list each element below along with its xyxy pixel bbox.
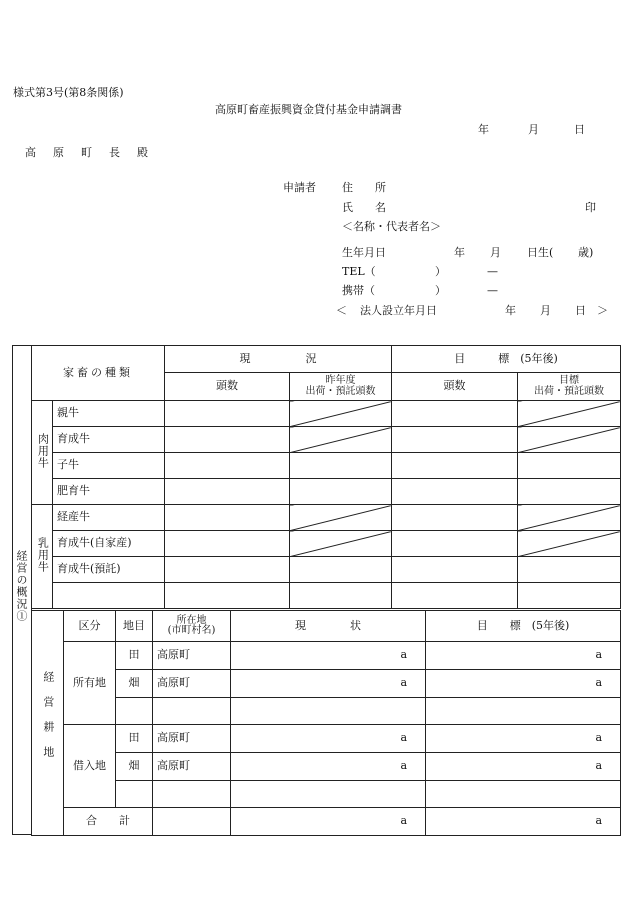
- cell[interactable]: [165, 583, 290, 609]
- address-label: 住 所: [342, 181, 386, 194]
- beef-group-label: 肉用牛: [32, 401, 53, 505]
- current-area-cell[interactable]: a: [231, 642, 426, 670]
- land-group-label: 経営耕地: [32, 611, 64, 836]
- table-row: [32, 725, 621, 753]
- table-row: [32, 531, 621, 557]
- total-target-cell[interactable]: a: [426, 808, 621, 836]
- cell[interactable]: [290, 479, 392, 505]
- cell[interactable]: [165, 453, 290, 479]
- row-label: 子牛: [53, 453, 165, 479]
- cell[interactable]: [392, 531, 518, 557]
- current-area-cell[interactable]: a: [231, 725, 426, 753]
- land-target-header: 目 標 (5年後): [426, 611, 621, 642]
- land-type-cell: 畑: [116, 670, 153, 698]
- cell[interactable]: [518, 453, 621, 479]
- cell[interactable]: [165, 401, 290, 427]
- location-header: 所在地 (市町村名): [153, 611, 231, 642]
- birth-day-age: 日生(: [527, 246, 554, 259]
- cell[interactable]: [392, 505, 518, 531]
- table-row: [32, 642, 621, 670]
- location-cell: 高原町: [153, 642, 231, 670]
- target-area-cell[interactable]: a: [426, 642, 621, 670]
- diagonal-cell: [518, 401, 621, 427]
- owned-label: 所有地: [64, 642, 116, 725]
- cell[interactable]: [231, 781, 426, 808]
- date-year: 年: [478, 123, 489, 136]
- cell[interactable]: [116, 698, 153, 725]
- mobile-label: 携帯（: [342, 284, 375, 297]
- table-row: [32, 479, 621, 505]
- row-label: [53, 583, 165, 609]
- cell[interactable]: [518, 583, 621, 609]
- table-row: [32, 453, 621, 479]
- diagonal-cell: [518, 505, 621, 531]
- diagonal-cell: [290, 531, 392, 557]
- target-shipment-header: 目標 出荷・預託頭数: [518, 373, 621, 401]
- target-head-count-header: 頭数: [392, 373, 518, 401]
- cell[interactable]: [165, 479, 290, 505]
- cell[interactable]: [392, 401, 518, 427]
- cell[interactable]: [165, 505, 290, 531]
- leased-label: 借入地: [64, 725, 116, 808]
- row-label: 育成牛(自家産): [53, 531, 165, 557]
- cell[interactable]: [290, 557, 392, 583]
- table-row: [32, 808, 621, 836]
- cell[interactable]: [165, 531, 290, 557]
- location-cell: 高原町: [153, 753, 231, 781]
- applicant-label: 申請者: [283, 181, 316, 194]
- addressee: 高 原 町 長 殿: [25, 146, 151, 159]
- mobile-dash: —: [487, 284, 498, 297]
- diagonal-cell: [518, 531, 621, 557]
- target-area-cell[interactable]: a: [426, 753, 621, 781]
- cell[interactable]: [518, 479, 621, 505]
- tel-dash: —: [487, 265, 498, 278]
- corp-year: 年: [505, 304, 516, 317]
- cell[interactable]: [165, 427, 290, 453]
- age-close: 歳): [578, 246, 594, 259]
- table-row: [32, 670, 621, 698]
- current-head-count-header: 頭数: [165, 373, 290, 401]
- row-label: 育成牛: [53, 427, 165, 453]
- corp-close: ＞: [597, 304, 608, 317]
- category-header: 区分: [64, 611, 116, 642]
- cell[interactable]: [392, 427, 518, 453]
- land-table: [31, 610, 621, 836]
- target-header: 目 標 (5年後): [392, 346, 621, 373]
- corp-month: 月: [540, 304, 551, 317]
- current-header: 現 況: [165, 346, 392, 373]
- table-row: [32, 698, 621, 725]
- cell[interactable]: [392, 557, 518, 583]
- cell[interactable]: [231, 698, 426, 725]
- livestock-type-header: 家畜の種類: [32, 346, 165, 401]
- livestock-table: [31, 345, 621, 609]
- land-type-cell: 田: [116, 725, 153, 753]
- cell[interactable]: [116, 781, 153, 808]
- cell[interactable]: [392, 583, 518, 609]
- row-label: 経産牛: [53, 505, 165, 531]
- land-current-header: 現 状: [231, 611, 426, 642]
- tel-close: ）: [435, 265, 446, 278]
- cell[interactable]: [392, 453, 518, 479]
- table-row: [32, 753, 621, 781]
- table-row: [32, 401, 621, 427]
- table-row: [32, 781, 621, 808]
- table-row: [32, 583, 621, 609]
- mobile-close: ）: [435, 284, 446, 297]
- seal-mark: 印: [585, 201, 596, 214]
- cell[interactable]: [165, 557, 290, 583]
- current-area-cell[interactable]: a: [231, 670, 426, 698]
- corp-day: 日: [575, 304, 586, 317]
- land-type-cell: 田: [116, 642, 153, 670]
- name-label: 氏 名: [342, 201, 386, 214]
- total-label: 合 計: [64, 808, 153, 836]
- birth-year: 年: [454, 246, 465, 259]
- date-month: 月: [528, 123, 539, 136]
- cell[interactable]: [153, 808, 231, 836]
- cell[interactable]: [518, 557, 621, 583]
- cell[interactable]: [426, 781, 621, 808]
- total-current-cell[interactable]: a: [231, 808, 426, 836]
- cell[interactable]: [426, 698, 621, 725]
- section-label: 経営の概況①: [15, 550, 28, 622]
- cell[interactable]: [392, 479, 518, 505]
- diagonal-cell: [290, 427, 392, 453]
- birth-label: 生年月日: [342, 246, 386, 259]
- tel-label: TEL（: [342, 265, 376, 278]
- target-area-cell[interactable]: a: [426, 725, 621, 753]
- diagonal-cell: [518, 427, 621, 453]
- current-area-cell[interactable]: a: [231, 753, 426, 781]
- diagonal-cell: [290, 505, 392, 531]
- birth-month: 月: [490, 246, 501, 259]
- cell[interactable]: [153, 698, 231, 725]
- last-year-shipment-header: 昨年度 出荷・預託頭数: [290, 373, 392, 401]
- table-row: [32, 505, 621, 531]
- diagonal-cell: [290, 401, 392, 427]
- representative-note: ＜名称・代表者名＞: [342, 220, 441, 233]
- location-cell: 高原町: [153, 670, 231, 698]
- land-type-header: 地目: [116, 611, 153, 642]
- row-label: 育成牛(預託): [53, 557, 165, 583]
- cell[interactable]: [153, 781, 231, 808]
- row-label: 親牛: [53, 401, 165, 427]
- land-type-cell: 畑: [116, 753, 153, 781]
- form-number: 様式第3号(第8条関係): [13, 86, 124, 99]
- dairy-group-label: 乳用牛: [32, 505, 53, 609]
- row-label: 肥育牛: [53, 479, 165, 505]
- corp-open: ＜: [336, 304, 347, 317]
- corp-label: 法人設立年月日: [360, 304, 437, 317]
- location-cell: 高原町: [153, 725, 231, 753]
- cell[interactable]: [290, 453, 392, 479]
- table-row: [32, 557, 621, 583]
- target-area-cell[interactable]: a: [426, 670, 621, 698]
- cell[interactable]: [290, 583, 392, 609]
- form-title: 高原町畜産振興資金貸付基金申請調書: [215, 103, 402, 116]
- date-day: 日: [574, 123, 585, 136]
- table-row: [32, 427, 621, 453]
